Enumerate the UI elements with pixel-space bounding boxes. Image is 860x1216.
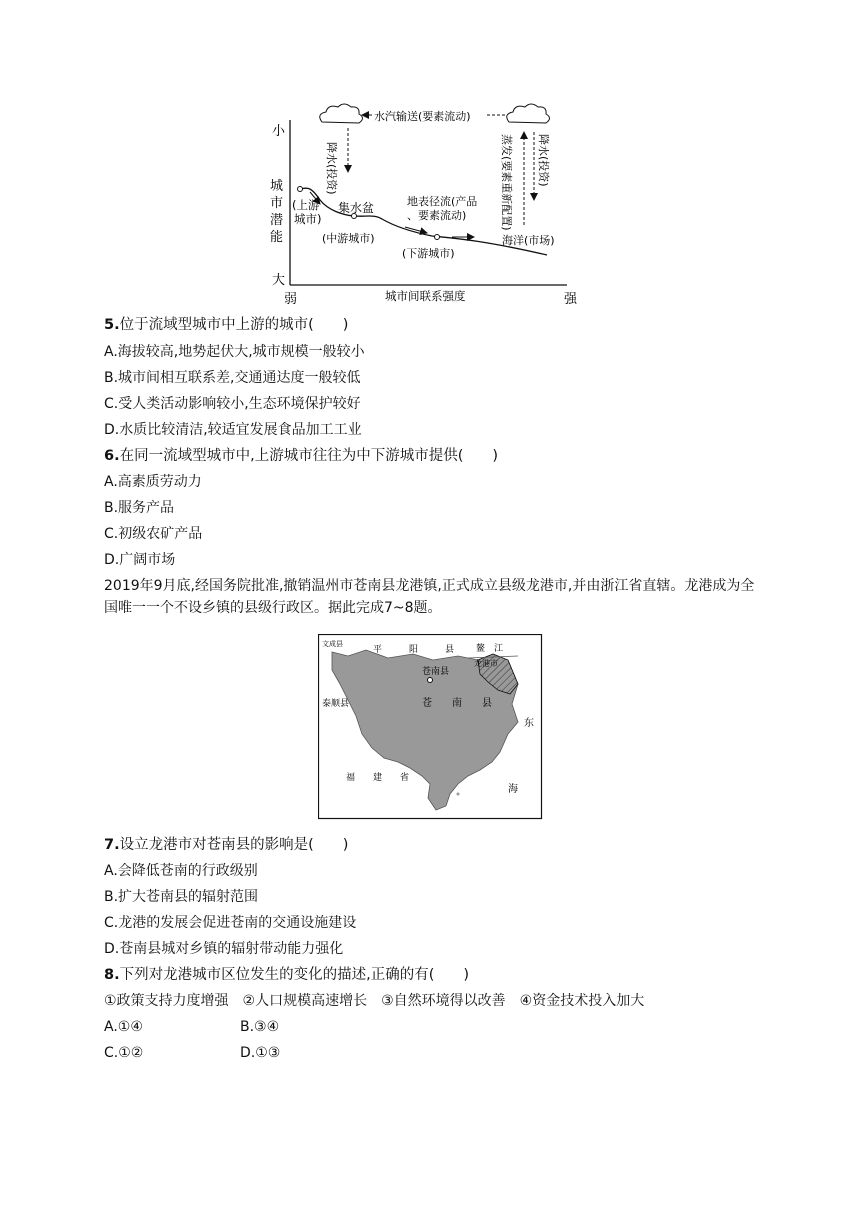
- cangnan-seat-label: 苍南县: [422, 667, 450, 677]
- longgang-label: 龙港市: [474, 659, 498, 668]
- runoff-label-2: 、要素流动): [407, 209, 467, 222]
- top-flow-label: 水汽输送(要素流动): [374, 110, 471, 123]
- q6-stem: [104, 447, 498, 465]
- q7-number: 7.: [104, 837, 120, 853]
- q8-option-b: B.③④: [240, 1019, 280, 1035]
- y-axis-label-char-4: 能: [270, 230, 284, 245]
- q5-stem: [104, 316, 348, 334]
- svg-text:降水(投资): 降水(投资): [325, 142, 338, 195]
- q5-number: 5.: [104, 317, 120, 333]
- q8-option-d: D.①③: [240, 1045, 281, 1061]
- downstream-city-point: [435, 235, 440, 240]
- cloud-left-icon: [320, 104, 363, 123]
- q6-option-d: D.广阔市场: [104, 552, 176, 568]
- x-axis-label: 城市间联系强度: [385, 289, 466, 303]
- q6-number: 6.: [104, 448, 120, 464]
- right-evap-label: [500, 134, 514, 231]
- q8-number: 8.: [104, 967, 120, 983]
- island-4: [457, 793, 460, 796]
- q8-items: ①政策支持力度增强 ②人口规模高速增长 ③自然环境得以改善 ④资金技术投入加大: [104, 993, 645, 1009]
- q7-stem: [104, 836, 348, 854]
- q8-text: 下列对龙港城市区位发生的变化的描述,正确的有( ): [119, 967, 470, 983]
- island-2: [487, 755, 490, 758]
- q7-option-b: B.扩大苍南县的辐射范围: [104, 889, 259, 905]
- midstream-label: (中游城市): [322, 232, 375, 245]
- right-precip-label: [537, 134, 551, 187]
- cangnan-county-label: 苍 南 县: [422, 698, 492, 709]
- hai-label: 海: [508, 784, 518, 795]
- q5-option-d: D.水质比较清洁,较适宜发展食品加工工业: [104, 422, 362, 438]
- runoff-label-1: 地表径流(产品: [407, 195, 478, 208]
- dong-label: 东: [524, 718, 534, 729]
- y-axis-label-char-2: 市: [270, 196, 284, 211]
- upstream-label-1: (上游: [292, 198, 320, 212]
- q7-option-d: D.苍南县城对乡镇的辐射带动能力强化: [104, 941, 344, 957]
- upstream-label-2: 城市): [294, 212, 322, 226]
- q7-option-a: A.会降低苍南的行政级别: [104, 863, 258, 879]
- aojiang-label: 鳌 江: [476, 644, 504, 654]
- island-3: [476, 765, 480, 769]
- svg-text:蒸发(要素重新配置): 蒸发(要素重新配置): [500, 134, 513, 231]
- q7-option-c: C.龙港的发展会促进苍南的交通设施建设: [104, 915, 357, 931]
- basin-label: 集水盆: [338, 201, 375, 215]
- q6-option-c: C.初级农矿产品: [104, 526, 203, 542]
- q8-option-c: C.①②: [104, 1045, 144, 1061]
- y-axis-bottom-label: 大: [272, 273, 286, 288]
- wencheng-label: 文成县: [322, 640, 343, 648]
- upstream-city-point: [298, 187, 303, 192]
- downstream-label: (下游城市): [402, 247, 455, 260]
- q5-option-c: C.受人类活动影响较小,生态环境保护较好: [104, 396, 361, 412]
- q7-text: 设立龙港市对苍南县的影响是( ): [119, 837, 349, 853]
- pingyang-label: 平 阳 县: [373, 645, 455, 655]
- urban-potential-diagram: [262, 100, 602, 310]
- longgang-map: [318, 634, 543, 820]
- x-axis-right-label: 强: [564, 292, 578, 307]
- cangnan-seat-marker: [428, 678, 433, 683]
- q6-option-b: B.服务产品: [104, 500, 175, 516]
- q6-option-a: A.高素质劳动力: [104, 474, 202, 490]
- q5-text: 位于流域型城市中上游的城市( ): [119, 317, 349, 333]
- island-1: [494, 745, 498, 749]
- q8-stem: [104, 966, 469, 984]
- x-axis-left-label: 弱: [284, 292, 298, 307]
- taishun-label: 泰顺县: [322, 699, 350, 709]
- fujian-label: 福 建 省: [346, 773, 410, 783]
- q5-option-b: B.城市间相互联系差,交通通达度一般较低: [104, 370, 361, 386]
- y-axis-label-char-1: 城: [270, 179, 284, 194]
- q8-option-a: A.①④: [104, 1019, 143, 1035]
- q5-option-a: A.海拔较高,地势起伏大,城市规模一般较小: [104, 344, 365, 360]
- y-axis-label: [270, 179, 283, 245]
- ocean-label: 海洋(市场): [502, 234, 555, 247]
- y-axis-label-char-3: 潜: [270, 213, 284, 228]
- intro-paragraph: 2019年9月底,经国务院批准,撤销温州市苍南县龙港镇,正式成立县级龙港市,并由浙江省直辖。龙港成为全国唯一一个不设乡镇的县级行政区。据此完成7~8题。: [104, 578, 755, 616]
- svg-text:降水(投资): 降水(投资): [537, 134, 550, 187]
- cloud-right-icon: [507, 104, 550, 123]
- y-axis-top-label: 小: [272, 124, 286, 139]
- left-precip-label: [325, 142, 339, 195]
- q6-text: 在同一流域型城市中,上游城市往往为中下游城市提供( ): [119, 448, 499, 464]
